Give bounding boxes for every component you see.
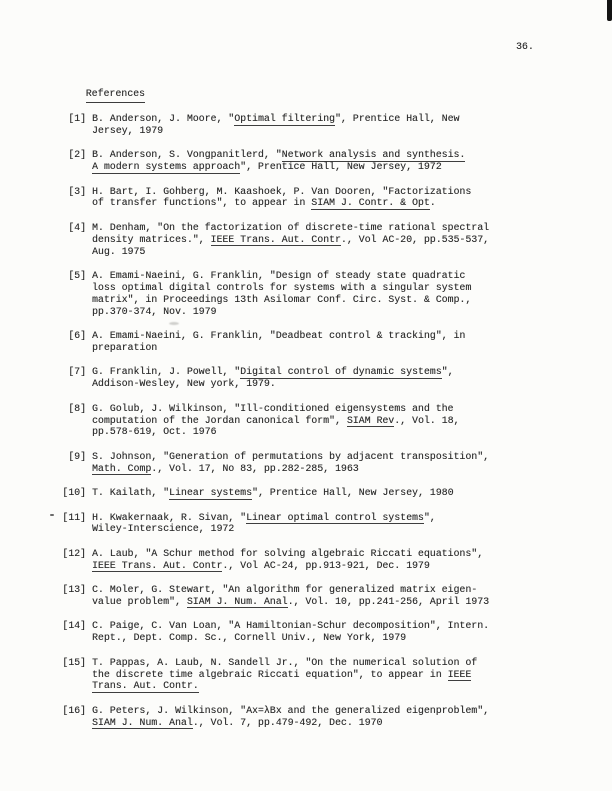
reference-line — [92, 620, 489, 632]
reference-label: [7] — [68, 366, 86, 378]
reference-label: [3] — [68, 185, 86, 197]
text-segment: ", — [441, 366, 454, 378]
reference-line — [92, 366, 454, 378]
reference-line — [92, 306, 471, 318]
reference-item — [61, 705, 591, 729]
reference-item — [61, 366, 591, 390]
reference-body — [92, 149, 465, 173]
reference-line — [92, 669, 477, 681]
text-segment: pp.578-619, Oct. 1976 — [92, 426, 217, 438]
text-segment: ., Vol. 7, pp.479-492, Dec. 1970 — [192, 716, 383, 728]
underlined-text: IEEE Trans. Aut. Contr — [92, 559, 223, 571]
text-segment: ., Vol. 18, — [394, 414, 460, 426]
text-segment: density matrices.", — [92, 233, 211, 245]
reference-label: [14] — [62, 620, 86, 632]
text-segment: T. Pappas, A. Laub, N. Sandell Jr., "On the numerical solution of — [92, 656, 478, 668]
underlined-text: Linear systems — [169, 487, 253, 499]
reference-label: [8] — [68, 402, 86, 414]
reference-label: [6] — [68, 330, 86, 342]
reference-line — [92, 113, 459, 125]
reference-label: [13] — [62, 584, 86, 596]
reference-line — [92, 487, 454, 499]
references-heading-text: References — [86, 88, 145, 103]
reference-item — [61, 222, 591, 258]
reference-item — [61, 330, 591, 354]
reference-label: [1] — [68, 113, 86, 124]
reference-label: [9] — [68, 450, 86, 462]
reference-item — [61, 487, 591, 499]
reference-line — [92, 548, 483, 560]
reference-line — [92, 463, 489, 475]
reference-line — [92, 657, 477, 669]
reference-body — [92, 222, 489, 258]
reference-body — [92, 657, 477, 693]
text-segment: H. Bart, I. Gohberg, M. Kaashoek, P. Van Dooren, "Factorizations — [92, 185, 472, 197]
reference-body — [92, 584, 489, 608]
underlined-text: A modern systems approach — [92, 161, 241, 173]
text-segment: S. Johnson, "Generation of permutations by adjacent transposition", — [92, 450, 490, 462]
text-segment: G. Peters, J. Wilkinson, "Ax=λBx and the generalized eigenproblem", — [92, 704, 490, 716]
reference-line — [92, 560, 483, 572]
text-segment: the discrete time algebraic Riccati equation", to appear in — [92, 668, 448, 680]
text-segment: T. Kailath, " — [92, 487, 170, 499]
underlined-text: SIAM J. Num. Anal — [186, 595, 288, 607]
text-segment: value problem", — [92, 595, 187, 607]
text-segment: C. Paige, C. Van Loan, "A Hamiltonian-Schur decomposition", Intern. — [92, 620, 490, 632]
text-segment: H. Kwakernaak, R. Sivan, " — [92, 511, 247, 523]
text-segment: C. Moler, G. Stewart, "An algorithm for generalized matrix eigen- — [92, 584, 478, 596]
underlined-text: SIAM J. Num. Anal — [92, 716, 193, 728]
reference-line — [92, 282, 471, 294]
underlined-text: Network analysis and synthesis. — [281, 149, 466, 161]
reference-line — [92, 717, 489, 729]
reference-line — [92, 186, 471, 198]
text-segment: A. Laub, "A Schur method for solving algebraic Riccati equations", — [92, 547, 484, 559]
text-segment: loss optimal digital controls for systems with a singular system — [92, 281, 472, 293]
text-segment: ", Prentice Hall, New Jersey, 1972 — [240, 161, 442, 173]
underlined-text: IEEE — [447, 668, 472, 680]
scan-artifact-dot — [50, 514, 54, 516]
reference-line — [92, 342, 465, 354]
reference-line — [92, 632, 489, 644]
text-segment: pp.370-374, Nov. 1979 — [92, 305, 217, 317]
reference-item — [61, 149, 591, 173]
reference-label: [5] — [68, 270, 86, 282]
text-segment: Wiley-Interscience, 1972 — [92, 523, 235, 535]
underlined-text: IEEE Trans. Aut. Contr — [210, 233, 341, 245]
reference-body — [92, 705, 489, 729]
underlined-text: Linear optimal control systems — [246, 511, 424, 523]
reference-line — [92, 246, 489, 258]
text-segment: Addison-Wesley, New york, 1979. — [92, 378, 276, 390]
reference-line — [92, 125, 459, 137]
text-segment: G. Franklin, J. Powell, " — [92, 366, 241, 378]
text-segment: M. Denham, "On the factorization of discrete-time rational spectral — [92, 221, 490, 233]
scan-artifact-smudge — [169, 322, 179, 325]
scan-corner-mark — [607, 0, 612, 21]
reference-line — [92, 294, 471, 306]
text-segment: ", Prentice Hall, New Jersey, 1980 — [252, 487, 454, 499]
reference-line — [92, 680, 477, 692]
reference-item — [61, 113, 591, 137]
reference-item — [61, 270, 591, 318]
reference-item — [61, 186, 591, 210]
text-segment: ., Vol. 10, pp.241-256, April 1973 — [287, 595, 490, 607]
text-segment: G. Golub, J. Wilkinson, "Ill-conditioned eigensystems and the — [92, 402, 454, 414]
text-segment: preparation — [92, 341, 158, 353]
reference-body — [92, 113, 459, 137]
reference-line — [92, 426, 459, 438]
text-segment: A. Emami-Naeini, G. Franklin, "Design of steady state quadratic — [92, 270, 466, 282]
text-segment: Aug. 1975 — [92, 245, 146, 257]
reference-body — [92, 366, 454, 390]
text-segment: ., Vol AC-20, pp.535-537, — [340, 233, 490, 245]
text-segment: ", — [423, 511, 436, 523]
underlined-text: Math. Comp — [92, 462, 152, 474]
reference-label: [2] — [68, 149, 86, 161]
reference-body — [92, 330, 465, 354]
reference-line — [92, 415, 459, 427]
reference-label: [11] — [62, 511, 86, 523]
text-segment: computation of the Jordan canonical form", — [92, 414, 347, 426]
text-segment: Jersey, 1979 — [92, 124, 164, 136]
underlined-text: Optimal filtering — [234, 113, 335, 124]
reference-body — [92, 487, 454, 499]
reference-line — [92, 584, 489, 596]
reference-line — [92, 403, 459, 415]
underlined-text: Trans. Aut. Contr. — [92, 680, 199, 692]
text-segment: B. Anderson, S. Vongpanitlerd, " — [92, 149, 282, 161]
underlined-text: SIAM J. Contr. & Opt — [311, 197, 430, 209]
reference-body — [92, 620, 489, 644]
text-segment: of transfer functions", to appear in — [92, 197, 312, 209]
reference-line — [92, 512, 436, 524]
text-segment: A. Emami-Naeini, G. Franklin, "Deadbeat control & tracking", in — [92, 330, 466, 342]
reference-line — [92, 197, 471, 209]
reference-body — [92, 270, 471, 318]
reference-line — [92, 596, 489, 608]
text-segment: ., Vol AC-24, pp.913-921, Dec. 1979 — [222, 559, 430, 571]
reference-label: [16] — [62, 704, 86, 716]
reference-item — [61, 657, 591, 693]
reference-line — [92, 523, 436, 535]
reference-line — [92, 161, 465, 173]
text-segment: ., Vol. 17, No 83, pp.282-285, 1963 — [151, 462, 359, 474]
text-segment: B. Anderson, J. Moore, " — [92, 113, 235, 124]
reference-line — [92, 378, 454, 390]
reference-item — [61, 620, 591, 644]
references-list — [61, 113, 591, 741]
text-segment: ", Prentice Hall, New — [334, 113, 460, 124]
page-number: 36. — [516, 41, 534, 52]
underlined-text: SIAM Rev — [346, 414, 395, 426]
reference-body — [92, 403, 459, 439]
text-segment: matrix", in Proceedings 13th Asilomar Conf. Circ. Syst. & Comp., — [92, 293, 472, 305]
reference-line — [92, 234, 489, 246]
reference-label: [12] — [62, 547, 86, 559]
reference-item — [61, 512, 591, 536]
reference-label: [4] — [68, 221, 86, 233]
reference-body — [92, 512, 436, 536]
reference-line — [92, 270, 471, 282]
reference-body — [92, 548, 483, 572]
reference-item — [61, 451, 591, 475]
reference-line — [92, 149, 465, 161]
reference-body — [92, 186, 471, 210]
references-heading — [62, 77, 145, 114]
reference-item — [61, 548, 591, 572]
reference-item — [61, 403, 591, 439]
underlined-text: Digital control of dynamic systems — [240, 366, 442, 378]
text-segment: Rept., Dept. Comp. Sc., Cornell Univ., New York, 1979 — [92, 632, 407, 644]
reference-label: [15] — [62, 656, 86, 668]
reference-line — [92, 705, 489, 717]
reference-line — [92, 222, 489, 234]
reference-line — [92, 330, 465, 342]
text-segment: . — [429, 197, 436, 209]
reference-item — [61, 584, 591, 608]
reference-label: [10] — [62, 487, 86, 499]
reference-line — [92, 451, 489, 463]
reference-body — [92, 451, 489, 475]
